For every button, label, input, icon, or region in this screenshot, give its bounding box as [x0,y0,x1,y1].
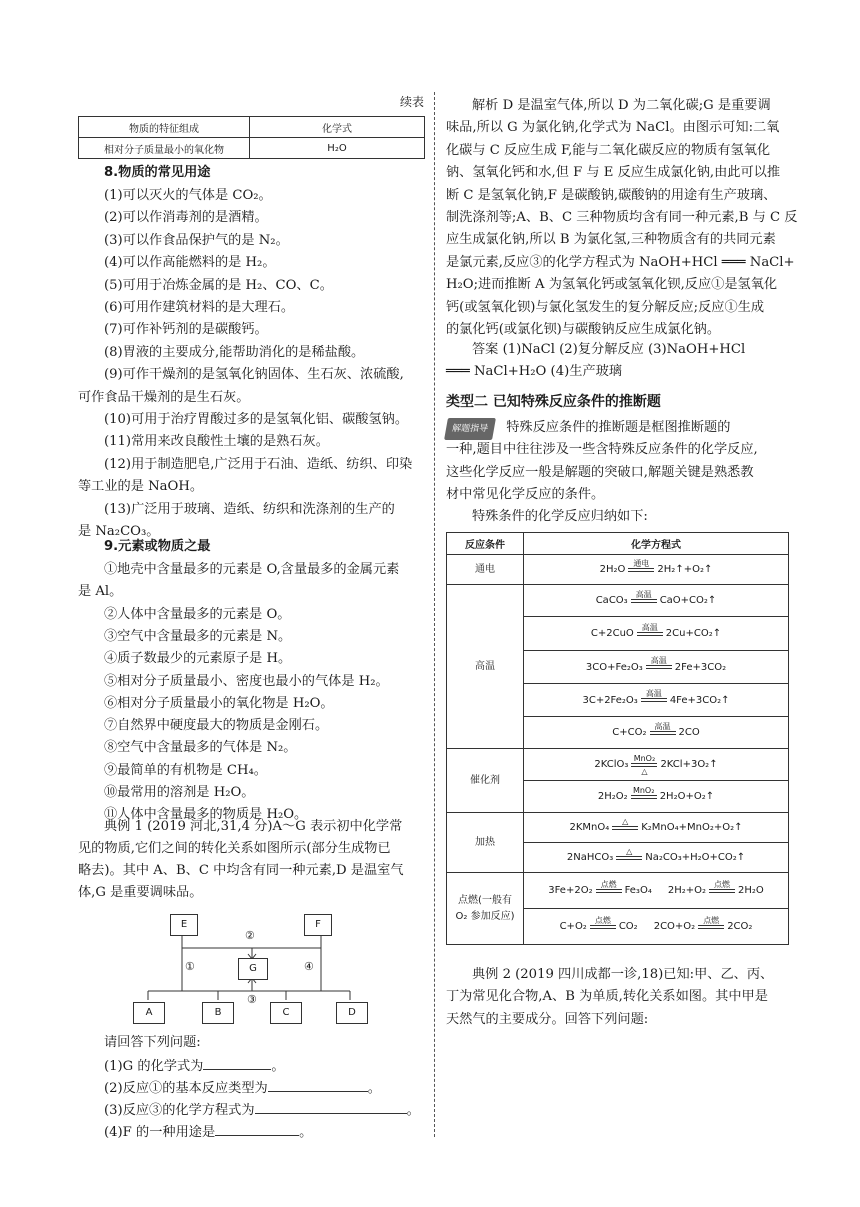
answer-blank[interactable] [203,1055,271,1070]
section-title: 9.元素或物质之最 [104,539,211,554]
text-line: ⑥相对分子质量最小的氧化物是 H₂O。 [104,695,334,711]
text-line: (5)可用于冶炼金属的是 H₂、CO、C。 [104,277,333,293]
text-line: ⑧空气中含量最多的气体是 N₂。 [104,740,297,756]
table-header: 化学式 [250,117,425,138]
text-line: ⑤相对分子质量最小、密度也最小的气体是 H₂。 [104,673,389,689]
text-line: (13)广泛用于玻璃、造纸、纺织和洗涤剂的生产的 [104,501,395,517]
text-line: 可作食品干燥剂的是生石灰。 [78,389,250,405]
text-line: ⑨最简单的有机物是 CH₄。 [104,762,267,778]
text-line: ④质子数最少的元素原子是 H。 [104,651,292,667]
reaction-condition: MnO₂ [631,786,657,808]
text-line: 是氯元素,反应③的化学方程式为 NaOH+HCl ═══ NaCl+ [446,254,795,270]
reaction-condition: △ [612,817,638,839]
text-line: 答案 (1)NaCl (2)复分解反应 (3)NaOH+HCl [472,342,746,357]
text-line: ⑩最常用的溶剂是 H₂O。 [104,785,255,800]
question-4: (4)F 的一种用途是 。 [104,1121,312,1143]
chemical-equation: 2H₂O 通电 2H₂↑+O₂↑ [600,559,713,581]
reaction-condition: △ [616,847,642,869]
node-A: A [133,1002,165,1024]
answer-blank[interactable] [255,1099,407,1114]
text-line: (11)常用来改良酸性土壤的是熟石灰。 [104,434,329,450]
node-B: B [202,1002,234,1024]
text-line: (9)可作干燥剂的是氢氧化钠固体、生石灰、浓硫酸, [104,367,404,383]
equation-cell [524,909,789,945]
equation-cell [524,684,789,717]
question-2: (2)反应①的基本反应类型为 。 [104,1077,381,1099]
chemical-equation: 3C+2Fe₂O₃ 高温 4Fe+3CO₂↑ [582,689,729,711]
text-line: 略去)。其中 A、B、C 中均含有同一种元素,D 是温室气 [78,863,404,878]
text-line: 化碳与 C 反应生成 F,能与二氧化碳反应的物质有氢氧化 [446,142,771,158]
text-line: (12)用于制造肥皂,广泛用于石油、造纸、纺织、印染 [104,456,413,472]
reaction-condition: 高温 [637,623,663,645]
reaction-condition: 高温 [646,656,672,678]
guide-badge: 解题指导 [444,418,496,440]
chemical-equation: 2H₂O₂ MnO₂ 2H₂O+O₂↑ [598,786,714,808]
equation-cell [524,749,789,781]
equation-cell [524,585,789,617]
summary-line: 特殊条件的化学反应归纳如下: [472,509,648,524]
chemical-equation: 3Fe+2O₂ 点燃 Fe₃O₄ 2H₂+O₂ 点燃 2H₂O [548,880,764,902]
text-line: (3)可以作食品保护气的是 N₂。 [104,232,289,248]
equation-cell [524,781,789,813]
text-line: 制洗涤剂等;A、B、C 三种物质均含有同一种元素,B 与 C 反 [446,210,798,225]
condition-cell: 加热 [447,813,524,873]
text-line: ⑪人体中含量最多的物质是 H₂O。 [104,807,308,823]
reaction-marker: ④ [304,960,314,973]
text-line: 解析 D 是温室气体,所以 D 为二氧化碳;G 是重要调 [472,98,771,113]
text-line: 一种,题目中往往涉及一些含特殊反应条件的化学反应, [446,442,758,458]
text-line: (1)可以灭火的气体是 CO₂。 [104,188,272,203]
chemical-equation: 2KClO₃ MnO₂ △ 2KCl+3O₂↑ [594,753,718,776]
node-F: F [304,914,332,936]
text-line: 断 C 是氢氧化钠,F 是碳酸钠,碳酸钠的用途有生产玻璃、 [446,187,777,203]
question-3: (3)反应③的化学方程式为 。 [104,1099,420,1121]
reaction-condition: 高温 [641,689,667,711]
node-D: D [336,1002,368,1024]
node-C: C [270,1002,302,1024]
condition-cell: 催化剂 [447,749,524,813]
text-line: (4)可以作高能燃料的是 H₂。 [104,255,276,271]
reaction-marker: ③ [247,993,257,1006]
text-line: 是 Na₂CO₃。 [78,524,160,539]
equation-cell [524,717,789,749]
text-line: (8)胃液的主要成分,能帮助消化的是稀盐酸。 [104,344,365,360]
text-line: (10)可用于治疗胃酸过多的是氢氧化铝、碳酸氢钠。 [104,412,409,427]
reaction-condition: 点燃 [596,880,622,902]
equation-cell [524,813,789,843]
text-line: ①地壳中含量最多的元素是 O,含量最多的金属元素 [104,562,400,577]
text-line: 天然气的主要成分。回答下列问题: [446,1011,649,1027]
text-line: ②人体中含量最多的元素是 O。 [104,606,291,622]
reaction-condition: 点燃 [709,880,735,902]
question-1: (1)G 的化学式为 。 [104,1055,285,1077]
condition-cell: 点燃(一般有 O₂ 参加反应) [447,873,524,945]
chemical-equation: C+2CuO 高温 2Cu+CO₂↑ [591,623,721,645]
text-line: (6)可用作建筑材料的是大理石。 [104,300,295,315]
table-header: 反应条件 [447,533,524,555]
text-line: ③空气中含量最多的元素是 N。 [104,628,292,644]
node-E: E [170,914,198,936]
text-line: ⑦自然界中硬度最大的物质是金刚石。 [104,718,329,734]
table-header: 化学方程式 [524,533,789,555]
reaction-condition: 高温 [631,590,657,612]
composition-table [78,116,425,159]
table-header: 物质的特征组成 [79,117,250,138]
text-line: 典例 2 (2019 四川成都一诊,18)已知:甲、乙、丙、 [472,967,774,982]
text-line: H₂O;进而推断 A 为氢氧化钙或氢氧化钡,反应①是氢氧化 [446,277,778,293]
reaction-condition: 通电 [628,559,654,581]
type2-title: 类型二 已知特殊反应条件的推断题 [446,394,661,410]
chemical-equation: 2KMnO₄ △ K₂MnO₄+MnO₂+O₂↑ [569,817,742,839]
chemical-equation: C+O₂ 点燃 CO₂ 2CO+O₂ 点燃 2CO₂ [560,916,753,938]
node-G: G [238,958,268,980]
equation-cell [524,555,789,585]
text-line: (7)可作补钙剂的是碳酸钙。 [104,322,268,338]
text-line: 是 Al。 [78,584,123,600]
answer-blank[interactable] [268,1077,368,1092]
reaction-condition: 点燃 [590,916,616,938]
condition-cell: 通电 [447,555,524,585]
text-line: 丁为常见化合物,A、B 为单质,转化关系如图。其中甲是 [446,989,768,1005]
equation-cell [524,873,789,909]
answer-blank[interactable] [215,1121,299,1136]
equation-cell [524,843,789,873]
chemical-equation: 2NaHCO₃ △ Na₂CO₃+H₂O+CO₂↑ [567,847,745,869]
chemical-equation: CaCO₃ 高温 CaO+CO₂↑ [596,590,717,612]
text-line: 钠、氢氧化钙和水,但 F 与 E 反应生成氯化钠,由此可以推 [446,165,781,181]
text-line: 应生成氯化钠,所以 B 为氯化氢,三种物质含有的共同元素 [446,232,776,248]
text-line: 典例 1 (2019 河北,31,4 分)A～G 表示初中化学常 [104,819,403,834]
reaction-condition: 高温 [650,722,676,744]
text-line: 这些化学反应一般是解题的突破口,解题关键是熟悉教 [446,464,754,480]
section-title: 8.物质的常见用途 [104,165,211,180]
reaction-condition: MnO₂ △ [631,754,657,776]
reaction-marker: ② [245,929,255,942]
reactions-table [446,532,789,945]
text-line: 钙(或氢氧化钡)与氯化氢发生的复分解反应;反应①生成 [446,299,765,315]
text-line: ═══ NaCl+H₂O (4)生产玻璃 [446,364,622,379]
condition-cell: 高温 [447,585,524,749]
table-cell: H₂O [250,138,425,159]
text-line: 味品,所以 G 为氯化钠,化学式为 NaCl。由图示可知:二氧 [446,120,780,136]
equation-cell [524,617,789,651]
continued-label: 续表 [400,95,425,109]
guide-first-line: 解题指导 特殊反应条件的推断题是框图推断题的 [446,418,730,440]
text-line: 等工业的是 NaOH。 [78,479,204,495]
reaction-marker: ① [185,960,195,973]
reaction-condition: 点燃 [698,916,724,938]
text-line: 的氯化钙(或氯化钡)与碳酸钠反应生成氯化钠。 [446,322,721,337]
chemical-equation: C+CO₂ 高温 2CO [612,722,699,744]
text-line: 材中常见化学反应的条件。 [446,486,605,502]
text-line: (2)可以作消毒剂的是酒精。 [104,210,268,226]
column-divider [434,92,435,1137]
chemical-equation: 3CO+Fe₂O₃ 高温 2Fe+3CO₂ [586,656,726,678]
table-cell: 相对分子质量最小的氧化物 [79,138,250,159]
text-line: 见的物质,它们之间的转化关系如图所示(部分生成物已 [78,841,391,856]
equation-cell [524,651,789,684]
text-line: 体,G 是重要调味品。 [78,885,203,900]
questions-intro: 请回答下列问题: [104,1035,201,1050]
